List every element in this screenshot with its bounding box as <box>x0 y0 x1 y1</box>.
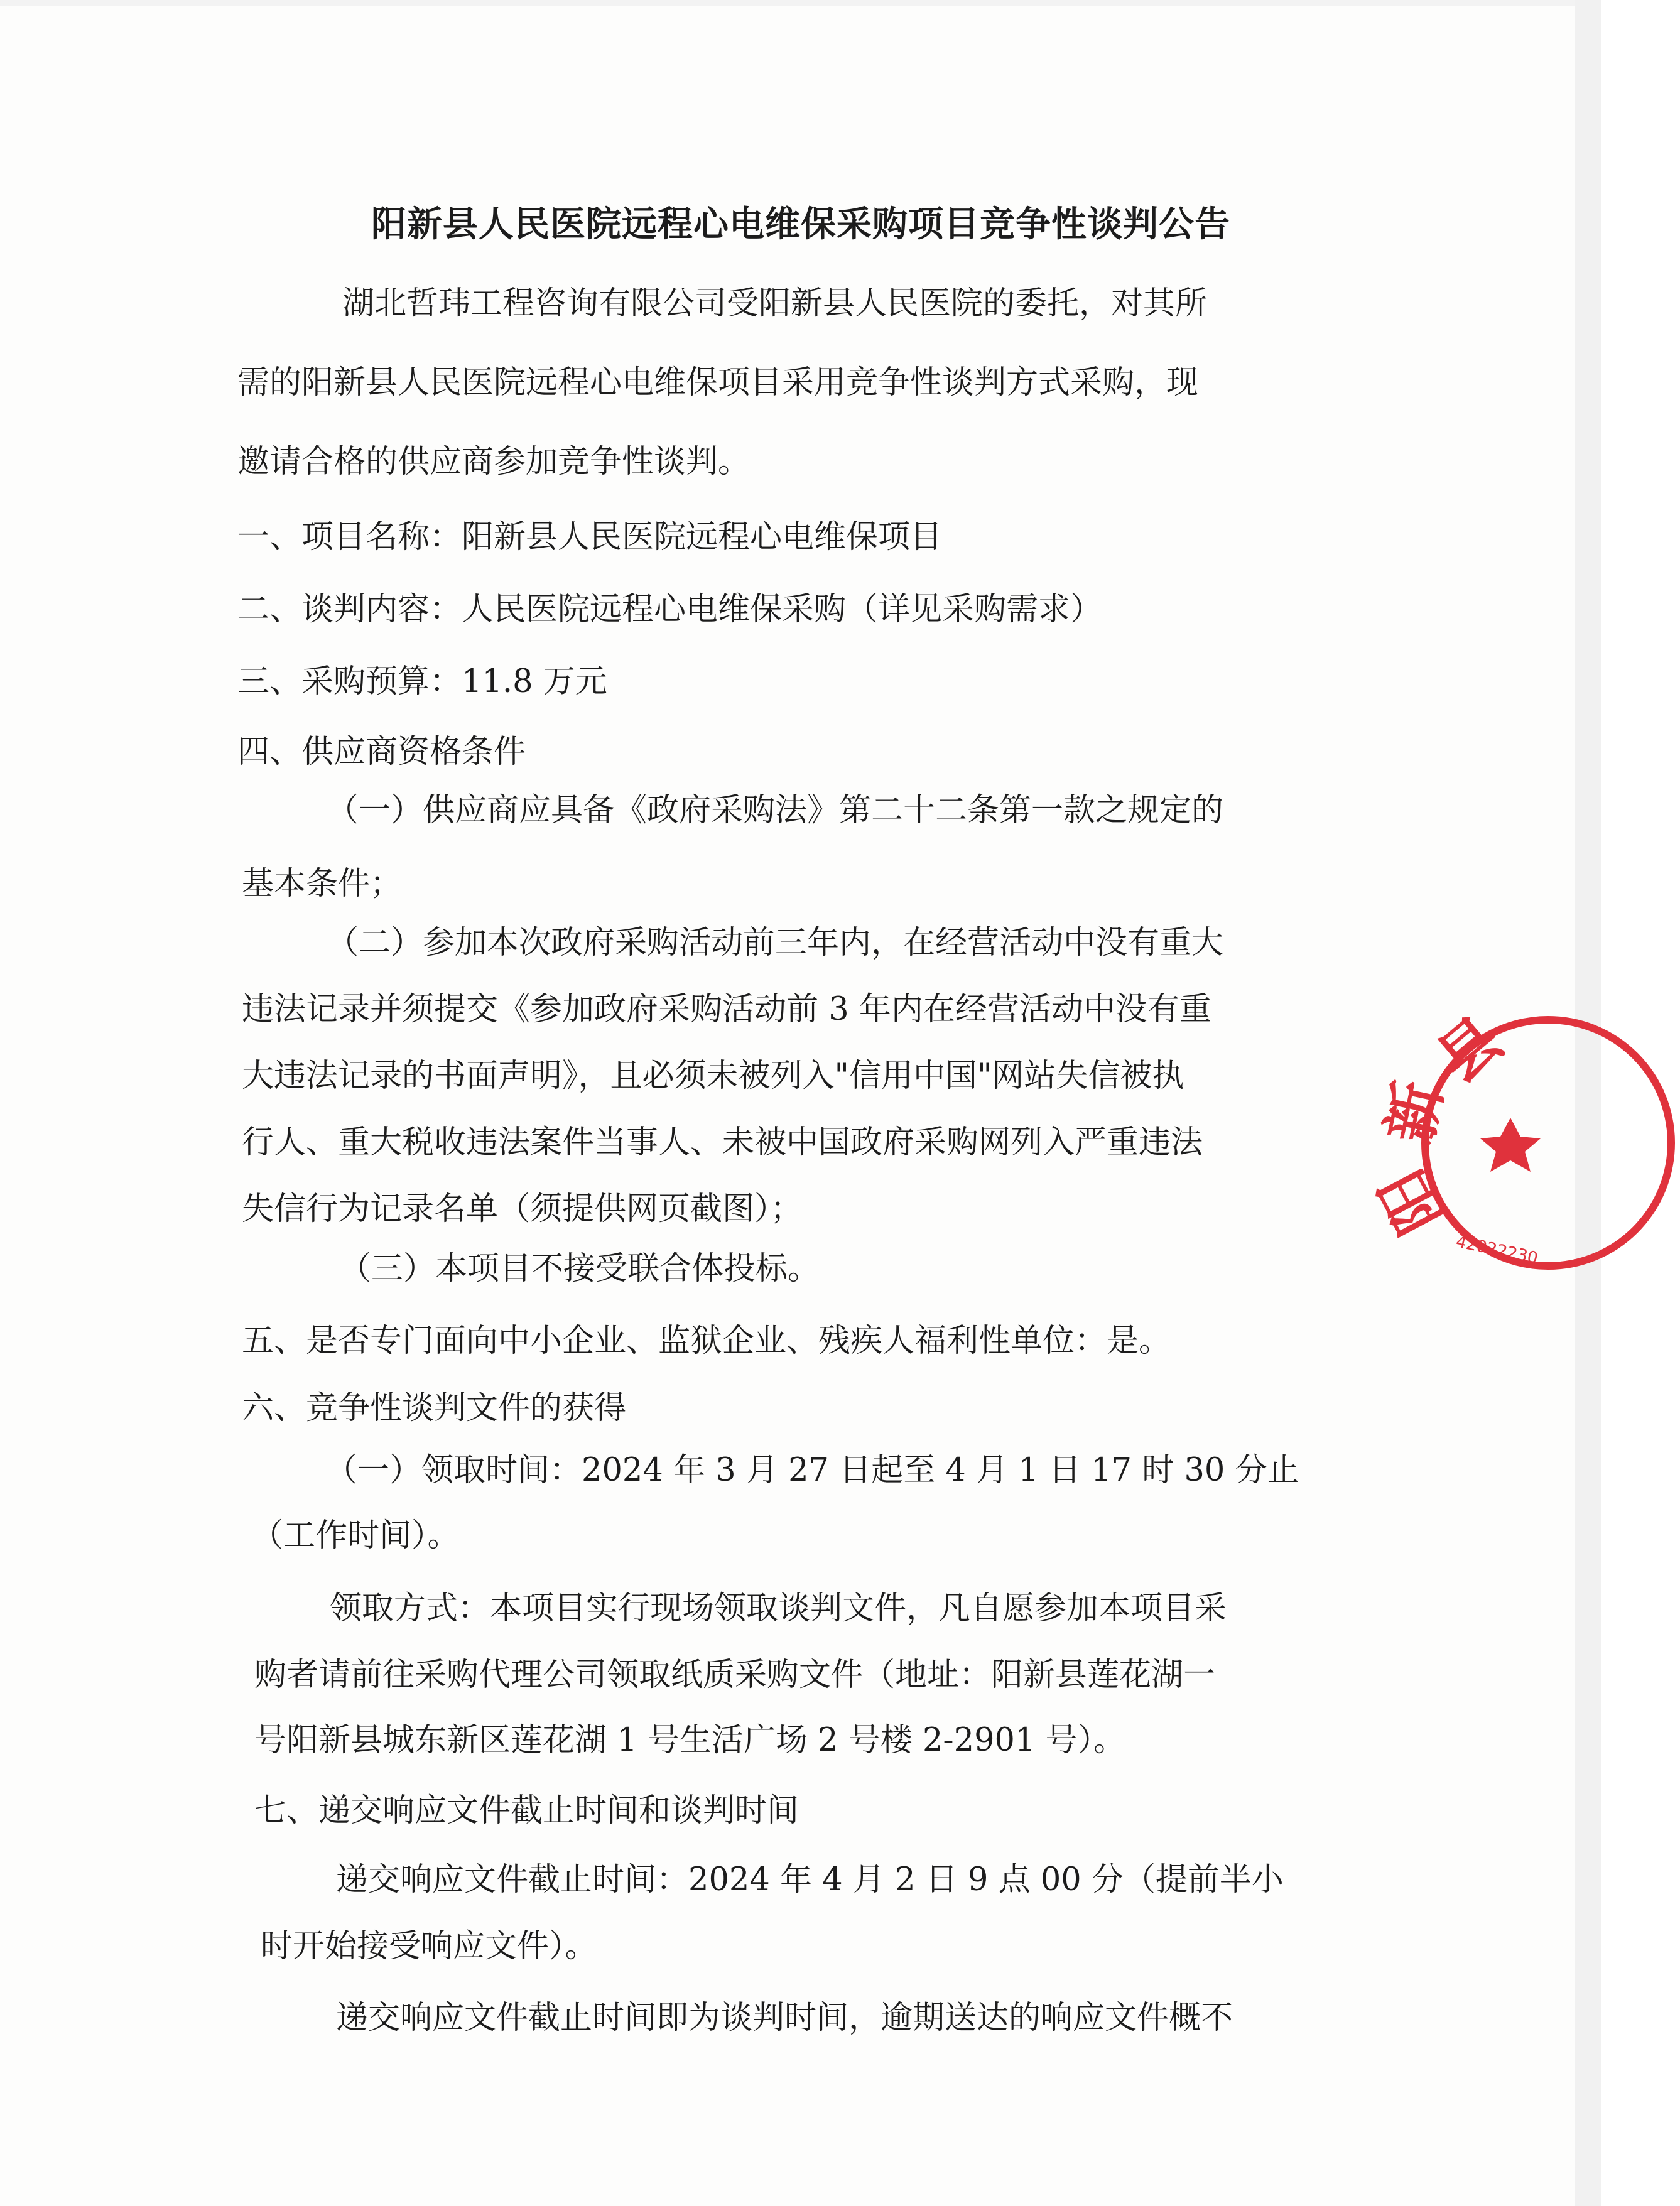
paragraph-line: （一）领取时间：2024 年 3 月 27 日起至 4 月 1 日 17 时 30 分止 <box>325 1452 1299 1489</box>
paragraph-line: 大违法记录的书面声明》，且必须未被列入"信用中国"网站失信被执 <box>242 1057 1184 1095</box>
official-seal-stamp <box>1366 1003 1680 1275</box>
paragraph-line: 失信行为记录名单（须提供网页截图）； <box>242 1191 803 1228</box>
seal-star-icon <box>1480 1118 1541 1172</box>
paragraph-line: 领取方式：本项目实行现场领取谈判文件，凡自愿参加本项目采 <box>330 1590 1227 1627</box>
paragraph-line: 需的阳新县人民医院远程心电维保项目采用竞争性谈判方式采购，现 <box>237 364 1199 401</box>
seal-code: 42022230 <box>1454 1232 1540 1268</box>
document-title: 阳新县人民医院远程心电维保采购项目竞争性谈判公告 <box>371 204 1230 245</box>
section-heading: 七、递交响应文件截止时间和谈判时间 <box>254 1792 799 1829</box>
section-heading: 二、谈判内容：人民医院远程心电维保采购（详见采购需求） <box>237 591 1103 628</box>
paragraph-line: 基本条件； <box>242 865 403 902</box>
section-heading: 三、采购预算：11.8 万元 <box>237 663 607 700</box>
section-heading: 六、竞争性谈判文件的获得 <box>242 1390 627 1427</box>
section-heading: 四、供应商资格条件 <box>237 733 526 770</box>
paragraph-line: （三）本项目不接受联合体投标。 <box>339 1250 820 1287</box>
seal-character: 新 <box>1374 1075 1456 1149</box>
paragraph-line: 湖北哲玮工程咨询有限公司受阳新县人民医院的委托，对其所 <box>342 285 1208 322</box>
paragraph-line: 递交响应文件截止时间：2024 年 4 月 2 日 9 点 00 分（提前半小 <box>336 1861 1284 1898</box>
scan-edge-top <box>0 0 1601 6</box>
paragraph-line: 违法记录并须提交《参加政府采购活动前 3 年内在经营活动中没有重 <box>242 991 1211 1028</box>
paragraph-line: 行人、重大税收违法案件当事人、未被中国政府采购网列入严重违法 <box>242 1124 1203 1161</box>
section-heading: 一、项目名称：阳新县人民医院远程心电维保项目 <box>237 519 943 556</box>
paragraph-line: 邀请合格的供应商参加竞争性谈判。 <box>237 443 751 480</box>
seal-character: 县 <box>1424 1003 1516 1096</box>
paragraph-line: （二）参加本次政府采购活动前三年内，在经营活动中没有重大 <box>327 924 1224 961</box>
seal-character: 阳 <box>1366 1158 1457 1245</box>
seal-graphic <box>1366 1003 1671 1268</box>
paragraph-line: （工作时间）。 <box>251 1517 460 1554</box>
paragraph-line: （一）供应商应具备《政府采购法》第二十二条第一款之规定的 <box>327 792 1224 829</box>
paragraph-line: 时开始接受响应文件）。 <box>261 1928 597 1965</box>
paragraph-line: 递交响应文件截止时间即为谈判时间，逾期送达的响应文件概不 <box>336 1999 1233 2036</box>
paragraph-line: 购者请前往采购代理公司领取纸质采购文件（地址：阳新县莲花湖一 <box>254 1657 1216 1694</box>
section-heading: 五、是否专门面向中小企业、监狱企业、残疾人福利性单位：是。 <box>242 1322 1171 1360</box>
paragraph-line: 号阳新县城东新区莲花湖 1 号生活广场 2 号楼 2-2901 号）。 <box>254 1722 1126 1759</box>
